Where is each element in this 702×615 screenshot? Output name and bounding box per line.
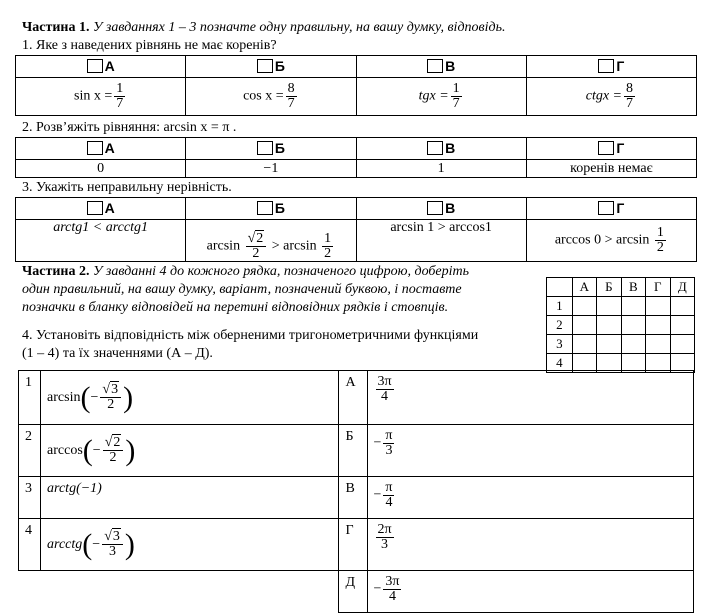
checkbox[interactable]: [87, 201, 103, 215]
q3-options-table: [15, 197, 697, 262]
checkbox[interactable]: [427, 141, 443, 155]
grid-cell[interactable]: [646, 297, 670, 316]
checkbox[interactable]: [598, 201, 614, 215]
q3-option-d: arccos 0 > arcsin $\frac{1}{2}$: [526, 220, 696, 262]
checkbox[interactable]: [87, 141, 103, 155]
q3-option-b: arcsin $\frac{√2}{2}$ > arcsin $\frac{1}{2}$: [186, 220, 356, 262]
grid-col-b: Б: [597, 278, 621, 297]
q1-text: 1. Яке з наведених рівнянь не має коренів?: [22, 38, 277, 53]
grid-cell[interactable]: [621, 335, 645, 354]
q4-right-letter: Д: [339, 571, 367, 613]
q4-left-num: 1: [19, 371, 41, 425]
q4-left-4: arcctg(− $\frac{√3}{3}$ ): [41, 519, 339, 571]
q2-options-table: [15, 137, 697, 178]
grid-cell[interactable]: [646, 335, 670, 354]
q4-left-num: 2: [19, 425, 41, 477]
q4-left-3: arctg(−1): [41, 477, 339, 519]
grid-cell[interactable]: [670, 335, 695, 354]
q2-option-c: 1: [356, 160, 526, 178]
q4-left-num: 4: [19, 519, 41, 571]
checkbox[interactable]: [87, 59, 103, 73]
part2-heading: Частина 2.: [22, 264, 90, 279]
answer-grid: [546, 277, 695, 373]
q4-right-c: − $\frac{\pi}{4}$: [367, 477, 694, 519]
part1-heading: Частина 1.: [22, 20, 90, 35]
q4-right-e: − $\frac{3\pi}{4}$: [367, 571, 694, 613]
q3-option-c-header[interactable]: В: [356, 198, 526, 220]
q3-text: 3. Укажіть неправильну нерівність.: [22, 180, 232, 195]
grid-cell[interactable]: [621, 297, 645, 316]
q2-text: 2. Розв’яжіть рівняння: arcsin x = π .: [22, 120, 237, 135]
q4-matching-table: [18, 370, 694, 613]
q1-options-table: [15, 55, 697, 116]
q3-option-a: arctg1 < arcctg1: [16, 220, 186, 262]
q1-option-b: cos x = $\frac{8}{7}$: [186, 78, 356, 116]
q3-option-b-header[interactable]: Б: [186, 198, 356, 220]
q1-option-d: ctgx = $\frac{8}{7}$: [526, 78, 696, 116]
q3-option-d-header[interactable]: Г: [526, 198, 696, 220]
q1-option-b-header[interactable]: Б: [186, 56, 356, 78]
q4-right-d: $\frac{2\pi}{3}$: [367, 519, 694, 571]
q1-option-c-header[interactable]: В: [356, 56, 526, 78]
q2-option-c-header[interactable]: В: [356, 138, 526, 160]
q4-text-line-1: 4. Установіть відповідність між оберненими тригонометричними функціями: [22, 328, 479, 343]
checkbox[interactable]: [257, 201, 273, 215]
q2-option-a: 0: [16, 160, 186, 178]
grid-col-d: Г: [646, 278, 670, 297]
checkbox[interactable]: [598, 59, 614, 73]
q4-left-1: arcsin(− $\frac{√3}{2}$ ): [41, 371, 339, 425]
grid-col-c: В: [621, 278, 645, 297]
checkbox[interactable]: [598, 141, 614, 155]
grid-cell[interactable]: [670, 316, 695, 335]
grid-cell[interactable]: [670, 297, 695, 316]
part1-instruction: У завданнях 1 – 3 позначте одну правильну, на вашу думку, відповідь.: [93, 20, 506, 35]
q1-option-c: tgx = $\frac{1}{7}$: [356, 78, 526, 116]
q4-left-2: arccos(− $\frac{√2}{2}$ ): [41, 425, 339, 477]
grid-row-2: 2: [547, 316, 573, 335]
grid-col-a: А: [572, 278, 596, 297]
checkbox[interactable]: [427, 59, 443, 73]
q1-option-a: sin x = $\frac{1}{7}$: [16, 78, 186, 116]
grid-cell[interactable]: [572, 316, 596, 335]
q1-option-d-header[interactable]: Г: [526, 56, 696, 78]
grid-col-e: Д: [670, 278, 695, 297]
q2-option-d: коренів немає: [526, 160, 696, 178]
grid-cell[interactable]: [621, 316, 645, 335]
checkbox[interactable]: [427, 201, 443, 215]
grid-row-1: 1: [547, 297, 573, 316]
part2-line-3: позначки в бланку відповідей на перетині відповідних рядків і стовпців.: [22, 300, 449, 315]
grid-cell[interactable]: [597, 316, 621, 335]
q4-right-a: $\frac{3\pi}{4}$: [367, 371, 694, 425]
grid-row-4: 4: [547, 354, 573, 373]
grid-cell[interactable]: [646, 316, 670, 335]
grid-cell[interactable]: [572, 335, 596, 354]
q4-right-letter: Б: [339, 425, 367, 477]
q2-option-a-header[interactable]: А: [16, 138, 186, 160]
q3-option-a-header[interactable]: А: [16, 198, 186, 220]
q2-option-b-header[interactable]: Б: [186, 138, 356, 160]
q4-right-letter: В: [339, 477, 367, 519]
part2-line-1: Частина 2. У завданні 4 до кожного рядка, позначеного цифрою, доберіть: [22, 264, 470, 279]
q2-option-b: −1: [186, 160, 356, 178]
checkbox[interactable]: [257, 59, 273, 73]
q4-right-letter: Г: [339, 519, 367, 571]
q4-right-letter: А: [339, 371, 367, 425]
checkbox[interactable]: [257, 141, 273, 155]
part1-header: [22, 20, 505, 36]
q3-option-c: arcsin 1 > arccos1: [356, 220, 526, 262]
q4-right-b: − $\frac{\pi}{3}$: [367, 425, 694, 477]
q4-left-num: 3: [19, 477, 41, 519]
q2-option-d-header[interactable]: Г: [526, 138, 696, 160]
q4-text-line-2: (1 – 4) та їх значеннями (А – Д).: [22, 346, 213, 361]
part2-line-2: один правильний, на вашу думку, варіант, позначений буквою, і поставте: [22, 282, 462, 297]
grid-row-3: 3: [547, 335, 573, 354]
grid-cell[interactable]: [597, 297, 621, 316]
grid-cell[interactable]: [572, 297, 596, 316]
q1-option-a-header[interactable]: А: [16, 56, 186, 78]
grid-cell[interactable]: [597, 335, 621, 354]
